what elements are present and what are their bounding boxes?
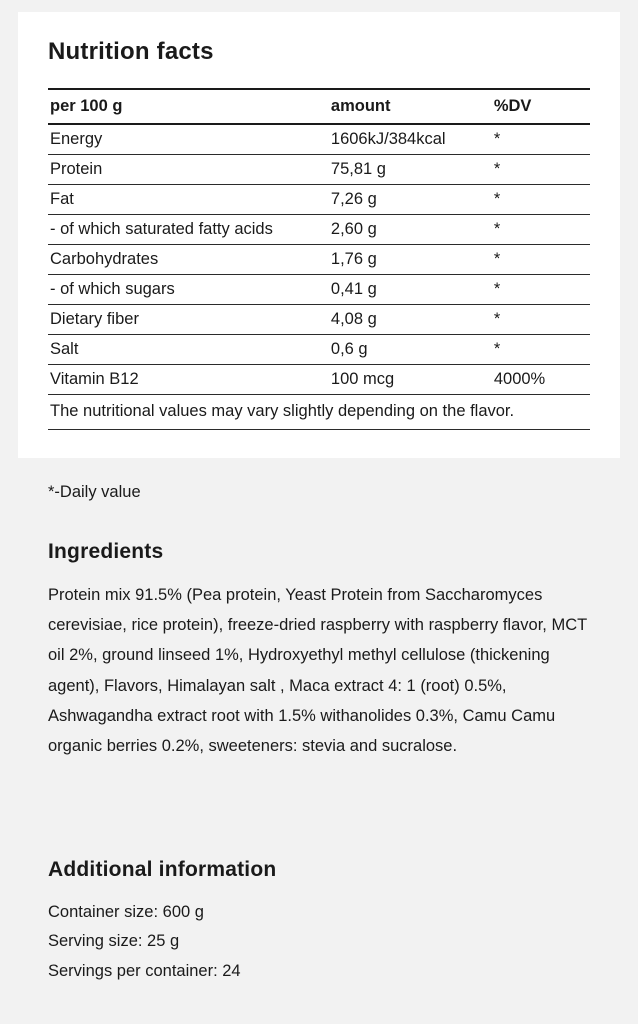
nutrient-amount: 7,26 g (329, 185, 492, 215)
table-row (48, 124, 590, 155)
nutrient-amount: 100 mcg (329, 365, 492, 395)
ingredients-title: Ingredients (48, 540, 164, 563)
nutrient-dv: * (492, 275, 590, 305)
nutrition-facts-table (48, 88, 590, 430)
nutrition-note: The nutritional values may vary slightly depending on the flavor. (48, 395, 590, 430)
additional-information-section (48, 858, 593, 986)
nutrient-name: Energy (48, 124, 329, 155)
servings-per-container-line: Servings per container: 24 (48, 961, 241, 980)
nutrient-name: - of which saturated fatty acids (48, 215, 329, 245)
serving-size-line: Serving size: 25 g (48, 932, 180, 951)
table-row (48, 335, 590, 365)
nutrient-name: Salt (48, 335, 329, 365)
table-note-row (48, 395, 590, 430)
table-header-row (48, 89, 590, 124)
nutrient-dv: * (492, 155, 590, 185)
nutrient-amount: 75,81 g (329, 155, 492, 185)
nutrient-amount: 0,6 g (329, 335, 492, 365)
table-header (48, 89, 590, 124)
nutrient-name: Fat (48, 185, 329, 215)
column-header-per-100g: per 100 g (48, 89, 329, 124)
nutrient-name: - of which sugars (48, 275, 329, 305)
ingredients-section (48, 540, 593, 761)
additional-information-title: Additional information (48, 858, 277, 881)
column-header-dv: %DV (492, 89, 590, 124)
nutrition-facts-title: Nutrition facts (48, 38, 214, 65)
table-body (48, 124, 590, 429)
nutrient-name: Dietary fiber (48, 305, 329, 335)
nutrient-amount: 1,76 g (329, 245, 492, 275)
nutrient-amount: 1606kJ/384kcal (329, 124, 492, 155)
nutrient-dv: * (492, 124, 590, 155)
nutrient-name: Vitamin B12 (48, 365, 329, 395)
nutrient-dv: * (492, 245, 590, 275)
nutrient-name: Protein (48, 155, 329, 185)
column-header-amount: amount (329, 89, 492, 124)
table-row (48, 215, 590, 245)
nutrition-facts-card (18, 12, 620, 458)
table-row (48, 245, 590, 275)
nutrient-amount: 2,60 g (329, 215, 492, 245)
nutrient-dv: * (492, 335, 590, 365)
nutrient-dv: * (492, 305, 590, 335)
nutrient-amount: 4,08 g (329, 305, 492, 335)
nutrient-amount: 0,41 g (329, 275, 492, 305)
nutrient-dv: * (492, 215, 590, 245)
nutrient-dv: * (492, 185, 590, 215)
table-row (48, 155, 590, 185)
table-row (48, 365, 590, 395)
daily-value-footnote: *-Daily value (48, 483, 141, 501)
nutrient-name: Carbohydrates (48, 245, 329, 275)
table-row (48, 275, 590, 305)
table-row (48, 305, 590, 335)
ingredients-text: Protein mix 91.5% (Pea protein, Yeast Protein from Saccharomyces cerevisiae, rice protein), freeze-dried raspberry with raspberry flavor, MCT oil 2%, ground linseed 1%, Hydroxyethyl methyl cellulose (thickening agent), Flavors, Himalayan salt , Maca extract 4: 1 (root) 0.5%, Ashwagandha extract root with 1.5% withanolides 0.3%, Camu Camu organic berries 0.2%, sweeteners: stevia and sucralose. (48, 586, 587, 755)
container-size-line: Container size: 600 g (48, 903, 204, 921)
table-row (48, 185, 590, 215)
nutrient-dv: 4000% (492, 365, 590, 395)
